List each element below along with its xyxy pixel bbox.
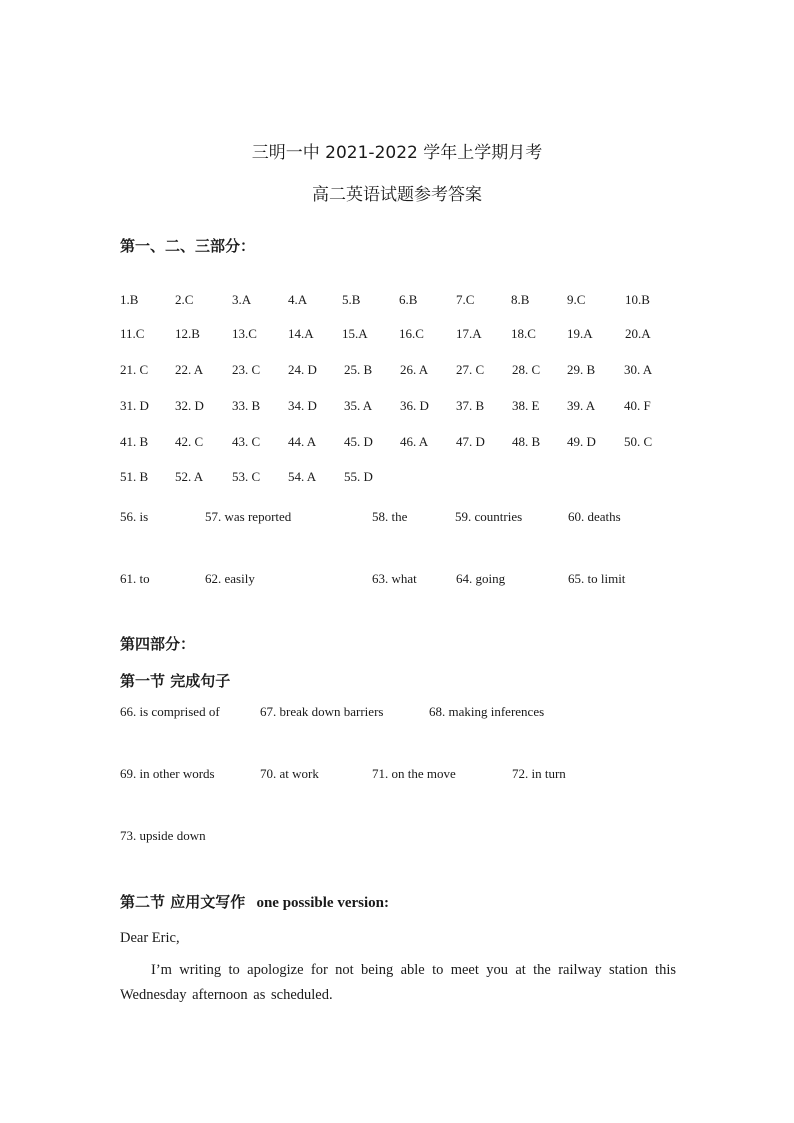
- fill-answer: 61. to: [120, 571, 150, 586]
- answer-cell: 43. C: [232, 434, 261, 449]
- subsection-heading-writing: [120, 891, 389, 912]
- answer-cell: 16.C: [399, 326, 424, 341]
- writing-heading-en: one possible version:: [256, 895, 389, 911]
- answer-cell: 52. A: [175, 469, 204, 484]
- answer-cell: 15.A: [342, 326, 368, 341]
- sentence-answer: 68. making inferences: [429, 704, 545, 719]
- answer-cell: 27. C: [456, 362, 485, 377]
- fill-answer: 57. was reported: [205, 509, 292, 524]
- section-heading-part4: 第四部分：: [120, 635, 196, 653]
- answer-cell: 34. D: [288, 398, 317, 413]
- answer-cell: 54. A: [288, 469, 317, 484]
- answer-cell: 21. C: [120, 362, 149, 377]
- answer-cell: 18.C: [511, 326, 536, 341]
- answer-cell: 4.A: [288, 292, 308, 307]
- section-heading-part1-3: 第一、二、三部分：: [120, 237, 256, 255]
- sentence-answer: 67. break down barriers: [260, 704, 384, 719]
- sentence-answer: 73. upside down: [120, 828, 206, 843]
- answer-cell: 36. D: [400, 398, 429, 413]
- answer-cell: 22. A: [175, 362, 204, 377]
- answer-cell: 14.A: [288, 326, 314, 341]
- fill-answer: 63. what: [372, 571, 417, 586]
- answer-cell: 41. B: [120, 434, 149, 449]
- sentence-answer: 71. on the move: [372, 766, 456, 781]
- sentence-answer: 66. is comprised of: [120, 704, 220, 719]
- answer-cell: 48. B: [512, 434, 541, 449]
- answer-cell: 11.C: [120, 326, 145, 341]
- answer-cell: 32. D: [175, 398, 204, 413]
- fill-answer: 56. is: [120, 509, 149, 524]
- fill-answer: 60. deaths: [568, 509, 621, 524]
- fill-answer: 58. the: [372, 509, 408, 524]
- answer-cell: 26. A: [400, 362, 429, 377]
- fill-answer: 64. going: [456, 571, 506, 586]
- answer-cell: 47. D: [456, 434, 485, 449]
- answer-cell: 42. C: [175, 434, 204, 449]
- sentence-answer: 69. in other words: [120, 766, 215, 781]
- answer-cell: 30. A: [624, 362, 653, 377]
- sentence-answer: 72. in turn: [512, 766, 566, 781]
- sentence-answer: 70. at work: [260, 766, 319, 781]
- writing-heading-cn: 第二节 应用文写作: [120, 893, 246, 911]
- answer-cell: 1.B: [120, 292, 139, 307]
- answer-cell: 9.C: [567, 292, 586, 307]
- answer-cell: 7.C: [456, 292, 475, 307]
- fill-answer: 65. to limit: [568, 571, 626, 586]
- answer-cell: 49. D: [567, 434, 596, 449]
- answer-cell: 19.A: [567, 326, 593, 341]
- answer-cell: 3.A: [232, 292, 252, 307]
- fill-answer: 62. easily: [205, 571, 255, 586]
- answer-cell: 37. B: [456, 398, 485, 413]
- answer-cell: 35. A: [344, 398, 373, 413]
- answer-cell: 55. D: [344, 469, 373, 484]
- answer-cell: 23. C: [232, 362, 261, 377]
- letter-paragraph: I’m writing to apologize for not being able to meet you at the railway station this Wednesday afternoon as scheduled.: [120, 962, 676, 1003]
- answer-cell: 29. B: [567, 362, 596, 377]
- answer-cell: 45. D: [344, 434, 373, 449]
- document-title: 三明一中 2021-2022 学年上学期月考: [251, 143, 543, 163]
- answer-cell: 28. C: [512, 362, 541, 377]
- answer-cell: 24. D: [288, 362, 317, 377]
- answer-cell: 40. F: [624, 398, 651, 413]
- fill-answer: 59. countries: [455, 509, 523, 524]
- answer-cell: 39. A: [567, 398, 596, 413]
- answer-cell: 33. B: [232, 398, 261, 413]
- document-subtitle: 高二英语试题参考答案: [312, 185, 482, 205]
- answer-cell: 25. B: [344, 362, 373, 377]
- subsection-heading-complete-sentences: 第一节 完成句子: [120, 672, 231, 690]
- answer-cell: 5.B: [342, 292, 361, 307]
- answer-cell: 20.A: [625, 326, 651, 341]
- letter-salutation: Dear Eric,: [120, 930, 180, 946]
- answer-cell: 51. B: [120, 469, 149, 484]
- answer-cell: 44. A: [288, 434, 317, 449]
- answer-cell: 38. E: [512, 398, 540, 413]
- answer-cell: 8.B: [511, 292, 530, 307]
- answer-cell: 6.B: [399, 292, 418, 307]
- answer-cell: 50. C: [624, 434, 653, 449]
- answer-cell: 13.C: [232, 326, 257, 341]
- answer-cell: 12.B: [175, 326, 200, 341]
- answer-cell: 53. C: [232, 469, 261, 484]
- answer-cell: 10.B: [625, 292, 650, 307]
- answer-cell: 31. D: [120, 398, 149, 413]
- answer-cell: 46. A: [400, 434, 429, 449]
- answer-cell: 2.C: [175, 292, 194, 307]
- answer-cell: 17.A: [456, 326, 482, 341]
